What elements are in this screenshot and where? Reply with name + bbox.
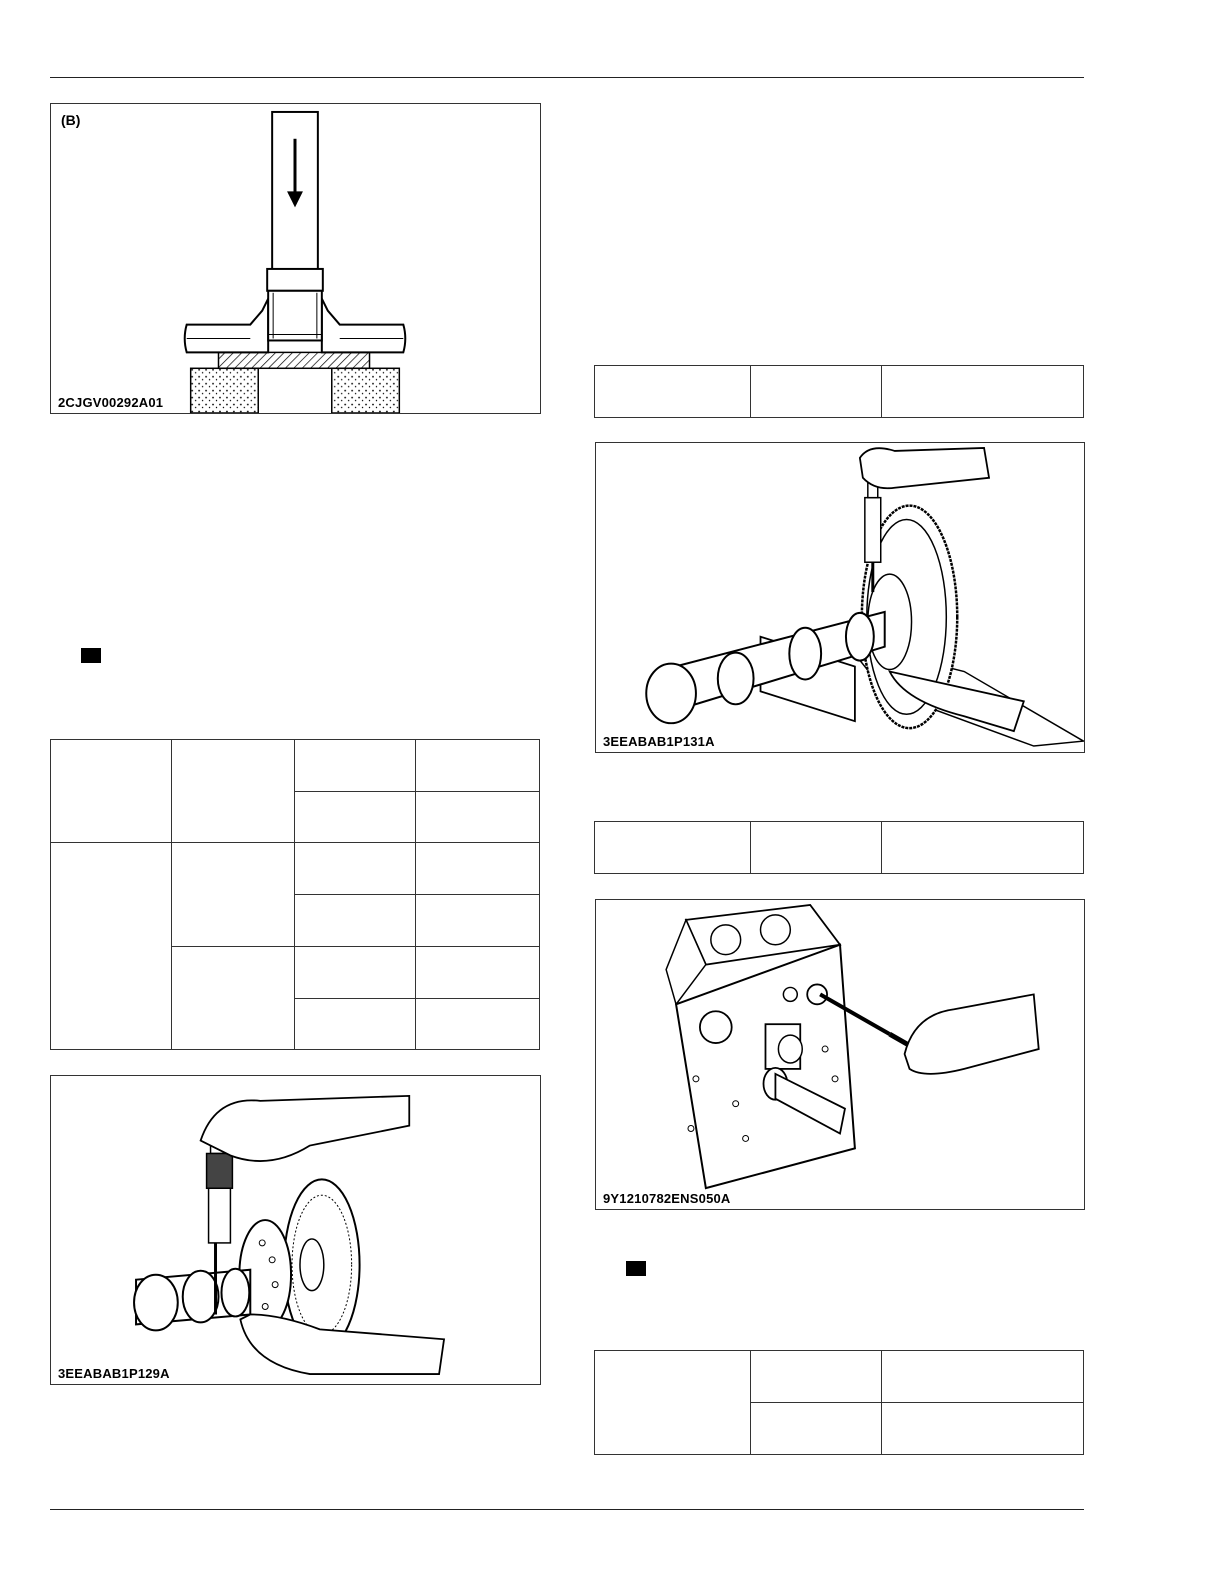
table-cell (595, 822, 751, 874)
cylinder-block-bore-gauge-illustration (596, 900, 1084, 1209)
footer-rule (50, 1509, 1084, 1510)
table-cell (295, 843, 416, 895)
table-cell (172, 947, 295, 1050)
figure-bore-gauge (595, 899, 1085, 1210)
table-cell (416, 843, 540, 895)
table-cell (595, 1351, 751, 1455)
figure-press-bushing (50, 103, 541, 414)
camshaft-gear-micrometer-illustration (596, 443, 1084, 752)
table-cell (751, 822, 882, 874)
reference-marker (81, 648, 101, 663)
press-bushing-illustration (51, 104, 540, 413)
figure-code: 9Y1210782ENS050A (603, 1191, 731, 1206)
reference-marker (626, 1261, 646, 1276)
table-cell (295, 792, 416, 843)
table-cell (751, 1403, 882, 1455)
header-rule (50, 77, 1084, 78)
table-cell (416, 740, 540, 792)
table-cell (295, 895, 416, 947)
spec-table-right-top (594, 365, 1084, 418)
figure-code: 3EEABAB1P129A (58, 1366, 170, 1381)
figure-camshaft-micrometer (50, 1075, 541, 1385)
table-cell (595, 366, 751, 418)
spec-table-right-middle (594, 821, 1084, 874)
table-cell (751, 366, 882, 418)
table-cell (51, 843, 172, 1050)
figure-camshaft-gear-micrometer (595, 442, 1085, 753)
table-cell (295, 999, 416, 1050)
table-cell (882, 1403, 1084, 1455)
table-cell (416, 947, 540, 999)
table-cell (172, 843, 295, 947)
figure-code: 3EEABAB1P131A (603, 734, 715, 749)
camshaft-micrometer-illustration (51, 1076, 540, 1384)
table-cell (882, 366, 1084, 418)
spec-table-left (50, 739, 540, 1050)
table-cell (295, 740, 416, 792)
figure-tag: (B) (61, 112, 81, 128)
figure-code: 2CJGV00292A01 (58, 395, 164, 410)
table-cell (751, 1351, 882, 1403)
table-cell (416, 999, 540, 1050)
table-cell (172, 740, 295, 843)
table-cell (416, 792, 540, 843)
table-cell (882, 822, 1084, 874)
table-cell (416, 895, 540, 947)
spec-table-right-bottom (594, 1350, 1084, 1455)
table-cell (882, 1351, 1084, 1403)
table-cell (295, 947, 416, 999)
table-cell (51, 740, 172, 843)
